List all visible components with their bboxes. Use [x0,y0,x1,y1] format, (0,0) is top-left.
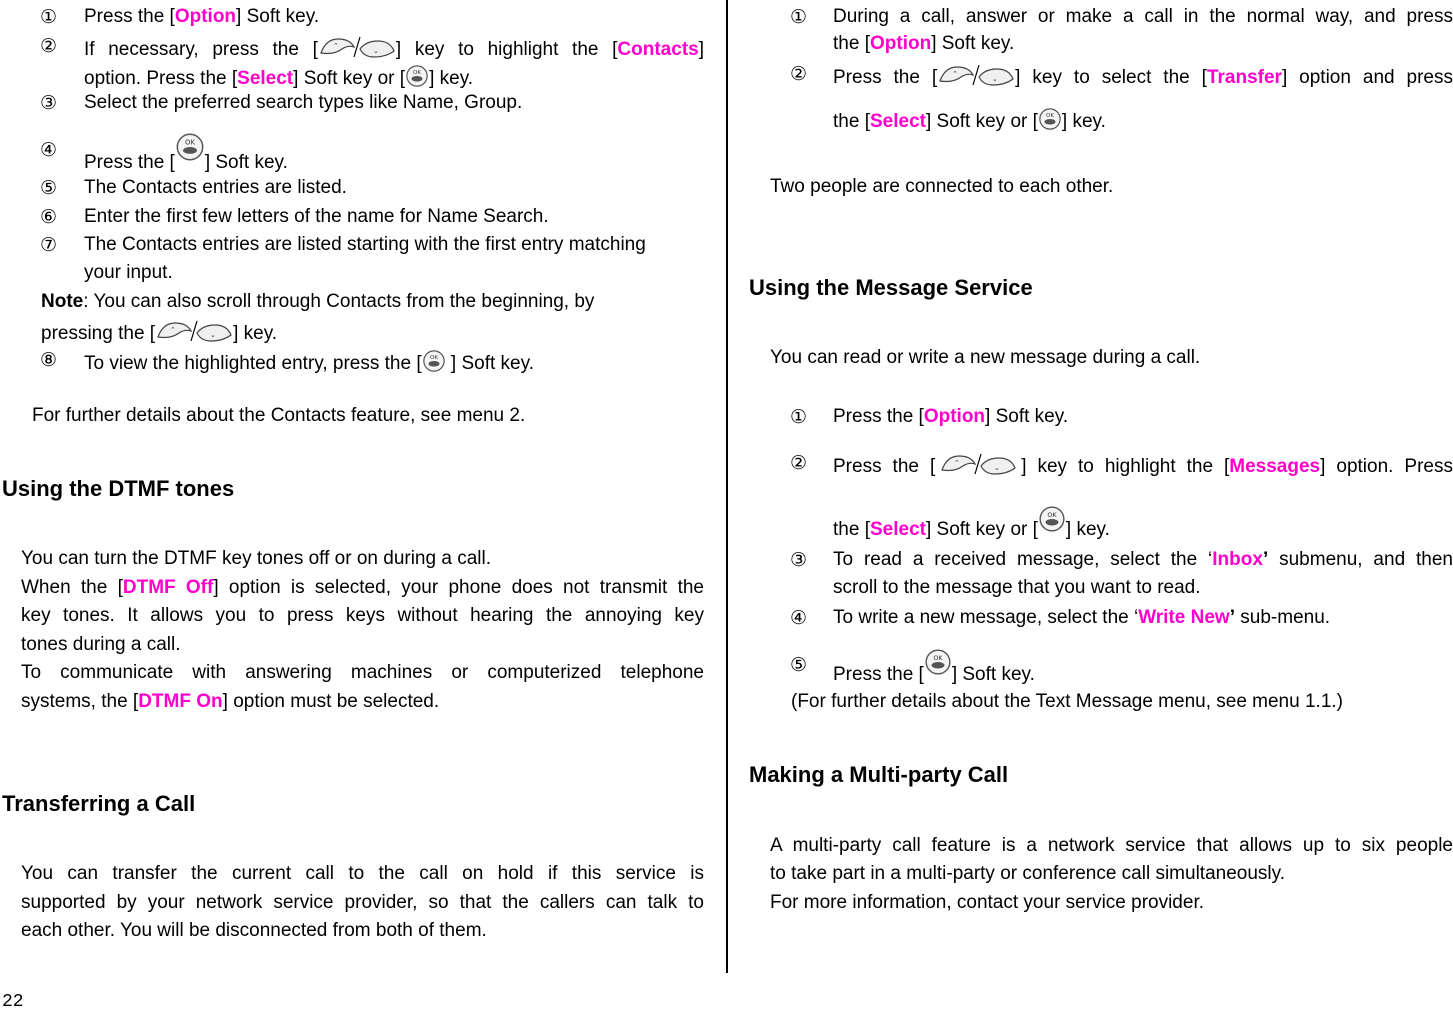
step-number: ① [40,7,58,28]
step-text: The Contacts entries are listed starting with the first entry matching [84,234,646,255]
step-text: Press the [ ] Soft key. [833,648,1035,686]
step-text: Enter the first few letters of the name for Name Search. [84,206,549,227]
paragraph: You can transfer the current call to the call on hold if this service is [21,863,704,884]
step-text: To write a new message, select the ‘Write New’ sub-menu. [833,607,1331,628]
step-text: Press the [ ] Soft key. [84,132,288,174]
note: Note: You can also scroll through Contacts from the beginning, by [41,291,595,312]
step-text: If necessary, press the [ ] key to highlight the [Contacts] [84,35,704,61]
paragraph: systems, the [DTMF On] option must be selected. [21,691,440,712]
step-number: ① [790,407,808,428]
step-text: The Contacts entries are listed. [84,177,347,198]
step-number: ② [790,64,808,85]
paragraph: You can read or write a new message during a call. [770,347,1201,368]
contacts-reference: For further details about the Contacts feature, see menu 2. [32,405,526,426]
ok-key-icon [175,132,205,162]
step-text: Select the preferred search types like Name, Group. [84,92,523,113]
paragraph: Two people are connected to each other. [770,176,1114,197]
step-number: ① [790,7,808,28]
step-text: Press the [Option] Soft key. [833,406,1069,427]
step-text: Press the [ ] key to select the [Transfer] option and press [833,63,1453,89]
step-number: ⑤ [790,655,808,676]
step-number: ④ [790,608,808,629]
nav-up-down-key-icon [935,452,1021,476]
step-text: the [Option] Soft key. [833,33,1015,54]
step-number: ② [790,453,808,474]
step-number: ② [40,36,58,57]
section-heading-dtmf: Using the DTMF tones [2,476,235,501]
ok-key-icon [924,648,952,676]
nav-up-down-key-icon [318,35,396,59]
paragraph: key tones. It allows you to press keys without hearing the annoying key [21,605,704,626]
paragraph: When the [DTMF Off] option is selected, your phone does not transmit the [21,577,704,598]
step-number: ④ [40,140,58,161]
step-number: ⑤ [40,178,58,199]
ok-key-icon [405,64,429,88]
column-divider [726,0,728,973]
step-text: Press the [Option] Soft key. [84,6,320,27]
step-text: the [Select] Soft key or [ ] key. [833,107,1106,133]
page-number: 22 [2,992,24,1012]
step-text: the [Select] Soft key or [ ] key. [833,505,1110,541]
step-text: To read a received message, select the ‘Inbox’ submenu, and then [833,549,1453,570]
section-heading-transfer: Transferring a Call [2,791,196,816]
section-heading-multiparty: Making a Multi-party Call [749,762,1009,787]
ok-key-icon [1038,107,1062,131]
note: pressing the [ ] key. [41,319,277,345]
paragraph: each other. You will be disconnected from both of them. [21,920,487,941]
step-number: ⑦ [40,235,58,256]
ok-key-icon [1038,505,1066,533]
step-text: scroll to the message that you want to read. [833,577,1201,598]
paragraph: tones during a call. [21,634,181,655]
paragraph: A multi-party call feature is a network service that allows up to six people [770,835,1453,856]
step-text: your input. [84,262,173,283]
step-number: ③ [40,93,58,114]
section-heading-message: Using the Message Service [749,275,1033,300]
ok-key-icon [422,349,446,373]
paragraph: supported by your network service provider, so that the callers can talk to [21,892,704,913]
step-number: ⑧ [40,350,58,371]
message-reference: (For further details about the Text Message menu, see menu 1.1.) [791,691,1343,712]
step-text: option. Press the [Select] Soft key or [ ] key. [84,64,473,90]
step-text: Press the [ ] key to highlight the [Messages] option. Press [833,452,1453,478]
step-number: ③ [790,550,808,571]
paragraph: To communicate with answering machines or computerized telephone [21,662,704,683]
step-text: During a call, answer or make a call in the normal way, and press [833,6,1453,27]
nav-up-down-key-icon [937,63,1015,87]
paragraph: For more information, contact your service provider. [770,892,1205,913]
nav-up-down-key-icon [155,319,233,343]
paragraph: You can turn the DTMF key tones off or on during a call. [21,548,491,569]
step-text: To view the highlighted entry, press the [ ] Soft key. [84,349,534,375]
paragraph: to take part in a multi-party or conference call simultaneously. [770,863,1285,884]
step-number: ⑥ [40,207,58,228]
